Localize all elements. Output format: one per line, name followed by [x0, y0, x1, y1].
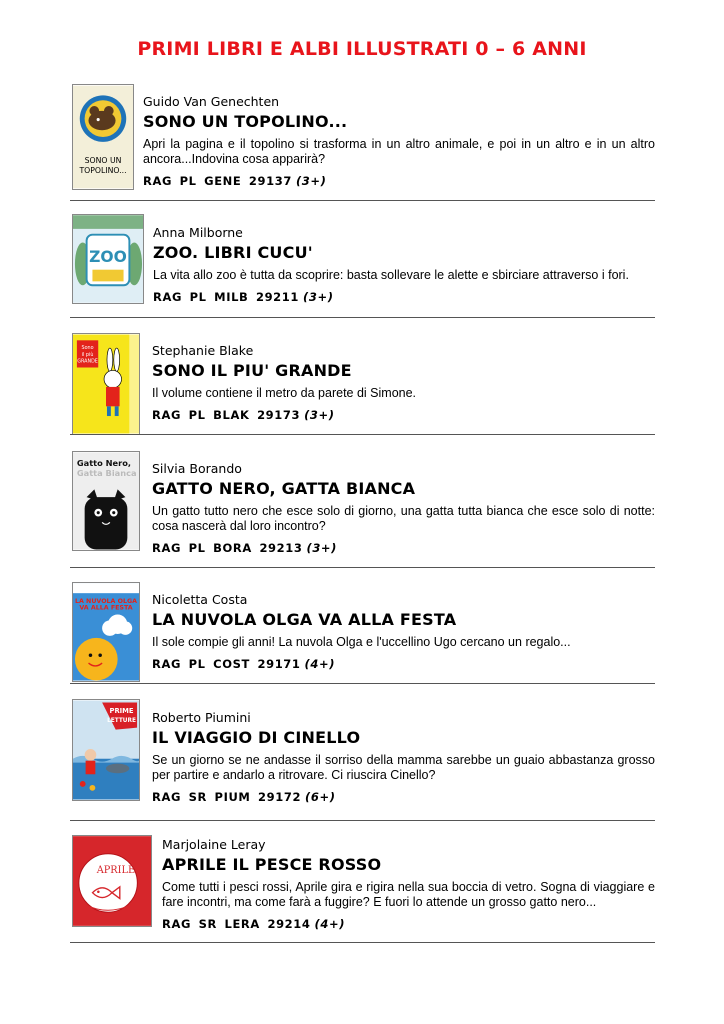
cover-illustration-cat	[73, 452, 139, 550]
book-info	[152, 710, 655, 804]
book-description: Il volume contiene il metro da parete di Simone.	[152, 386, 417, 400]
book-cover	[72, 84, 134, 190]
book-title: GATTO NERO, GATTA BIANCA	[152, 479, 416, 498]
book-title: ZOO. LIBRI CUCU'	[153, 243, 313, 262]
book-description: Se un giorno se ne andasse il sorriso della mamma sarebbe un guaio abbastanza grosso per partire e andarlo a ritrovare. Ci riuscira Cinello?	[152, 753, 655, 782]
book-description: Il sole compie gli anni! La nuvola Olga e l'uccellino Ugo cercano un regalo...	[152, 635, 571, 649]
book-cover	[72, 214, 144, 304]
age-range: (3+)	[304, 408, 335, 422]
book-cover	[72, 333, 140, 435]
book-entry	[70, 84, 655, 202]
book-cover	[72, 582, 140, 682]
book-title: SONO UN TOPOLINO...	[143, 112, 348, 131]
age-range: (4+)	[304, 657, 336, 671]
book-title: SONO IL PIU' GRANDE	[152, 361, 352, 380]
book-entry	[70, 835, 655, 945]
cover-illustration-sea	[73, 700, 139, 800]
divider	[70, 200, 655, 201]
cover-title-line: SONO UN	[84, 156, 122, 166]
call-number: RAG PL BORA 29213	[152, 541, 303, 555]
book-entry	[70, 582, 655, 686]
book-author: Nicoletta Costa	[152, 592, 248, 607]
book-call-number	[162, 917, 655, 931]
book-author: Silvia Borando	[152, 461, 242, 476]
cover-title-line: LA NUVOLA OLGA	[74, 597, 138, 605]
call-number: RAG SR LERA 29214	[162, 917, 311, 931]
cover-title-line: Sono	[81, 345, 94, 352]
cover-title-line: GRANDE	[77, 358, 98, 365]
divider	[70, 317, 655, 318]
cover-illustration-mouse	[73, 85, 133, 189]
book-info	[153, 225, 655, 304]
book-description: Un gatto tutto nero che esce solo di giorno, una gatta tutta bianca che esce solo di notte: cosa nascerà dal loro incontro?	[152, 504, 655, 533]
book-entry	[70, 699, 655, 823]
book-author: Marjolaine Leray	[162, 837, 266, 852]
call-number: RAG PL GENE 29137	[143, 174, 292, 188]
age-range: (4+)	[314, 917, 346, 931]
cover-title-line: TOPOLINO...	[79, 165, 127, 175]
book-call-number	[152, 408, 655, 422]
age-range: (3+)	[306, 541, 338, 555]
book-info	[152, 461, 655, 555]
book-title: LA NUVOLA OLGA VA ALLA FESTA	[152, 610, 457, 629]
page-title: PRIMI LIBRI E ALBI ILLUSTRATI 0 – 6 ANNI	[137, 38, 587, 60]
book-info	[162, 837, 655, 931]
book-call-number	[143, 174, 655, 188]
call-number: RAG PL BLAK 29173	[152, 408, 301, 422]
book-title: IL VIAGGIO DI CINELLO	[152, 728, 361, 747]
book-cover	[72, 835, 152, 927]
divider	[70, 683, 655, 684]
book-cover	[72, 699, 140, 801]
cover-illustration-fish	[73, 836, 151, 926]
call-number: RAG SR PIUM 29172	[152, 790, 302, 804]
cover-illustration-zoo	[73, 215, 143, 303]
book-call-number	[152, 790, 655, 804]
cover-title-line: ZOO	[89, 247, 127, 266]
book-call-number	[152, 541, 655, 555]
cover-title-line: VA ALLA FESTA	[79, 604, 133, 612]
book-entry	[70, 333, 655, 437]
book-call-number	[153, 290, 655, 304]
book-author: Roberto Piumini	[152, 710, 251, 725]
call-number: RAG PL COST 29171	[152, 657, 301, 671]
book-cover	[72, 451, 140, 551]
cover-title-line: il più	[81, 351, 94, 358]
book-info	[152, 343, 655, 422]
cover-title-line: LETTURE	[107, 717, 136, 724]
book-author: Anna Milborne	[153, 225, 243, 240]
call-number: RAG PL MILB 29211	[153, 290, 299, 304]
age-range: (6+)	[305, 790, 336, 804]
book-info	[143, 94, 655, 188]
divider	[70, 434, 655, 435]
book-entry	[70, 451, 655, 569]
book-title: APRILE IL PESCE ROSSO	[162, 855, 382, 874]
divider	[70, 567, 655, 568]
book-entry	[70, 214, 655, 320]
book-author: Guido Van Genechten	[143, 94, 280, 109]
book-call-number	[152, 657, 655, 671]
cover-title-line: APRILE	[96, 865, 136, 877]
divider	[70, 942, 655, 943]
divider	[70, 820, 655, 821]
book-description: La vita allo zoo è tutta da scoprire: basta sollevare le alette e sbirciare attraverso i fori.	[153, 268, 629, 282]
cover-title-line: Gatta Bianca	[76, 467, 137, 478]
age-range: (3+)	[303, 290, 334, 304]
cover-title-line: Gatto Nero,	[76, 458, 132, 469]
book-author: Stephanie Blake	[152, 343, 254, 358]
book-description: Come tutti i pesci rossi, Aprile gira e rigira nella sua boccia di vetro. Sogna di viaggiare e fare incontri, ma come farà a fuggire? E fuori lo attende un grosso gatto nero...	[162, 880, 655, 909]
cover-illustration-rabbit	[73, 334, 139, 434]
cover-title-line: PRIME	[109, 707, 134, 716]
book-description: Apri la pagina e il topolino si trasforma in un altro animale, e poi in un altro e in un altro ancora...Indovina cosa apparirà?	[143, 137, 655, 166]
book-info	[152, 592, 655, 671]
age-range: (3+)	[295, 174, 327, 188]
cover-illustration-cloud	[73, 583, 139, 681]
